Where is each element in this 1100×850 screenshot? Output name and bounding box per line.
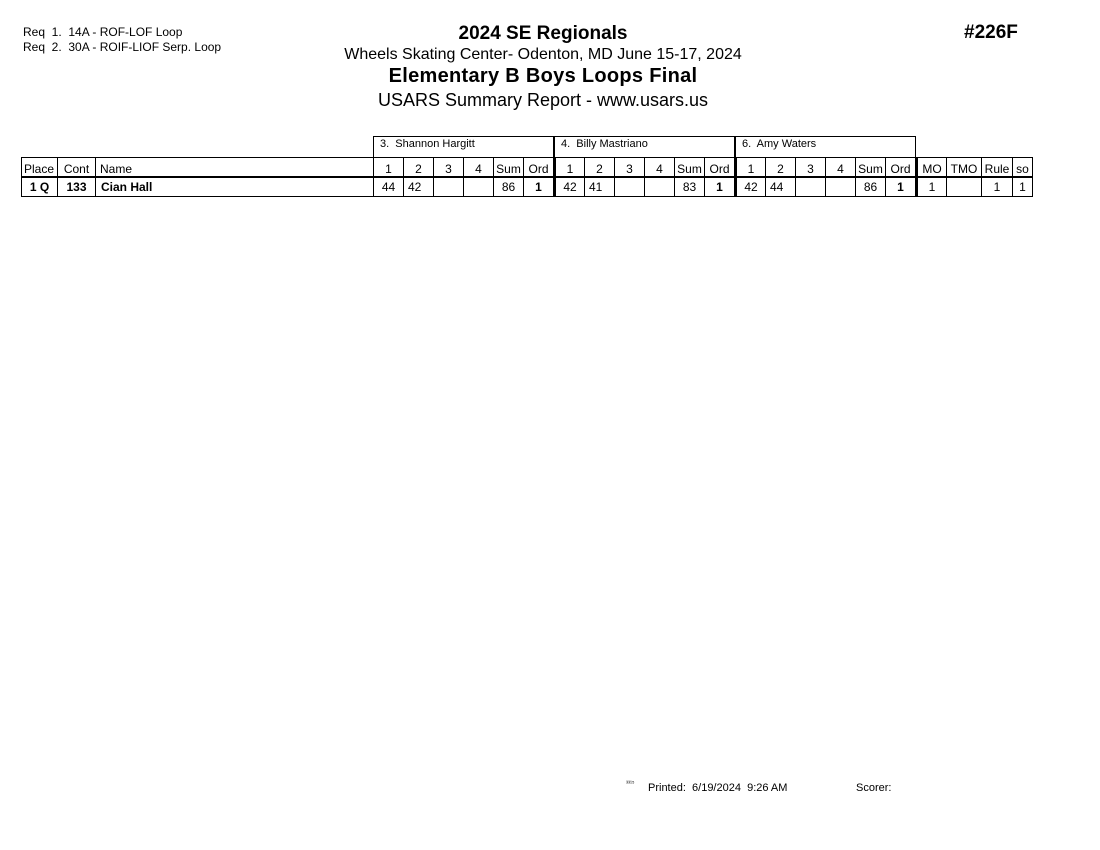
col-j2-score-4: 4 (645, 158, 675, 178)
contestant-number-cell: 133 (58, 177, 96, 197)
printed-timestamp: Printed: 6/19/2024 9:26 AM (648, 782, 788, 794)
j3-score-2: 44 (766, 177, 796, 197)
tmo-cell (947, 177, 982, 197)
header-row (22, 158, 1033, 178)
col-j1-sum: Sum (494, 158, 524, 178)
col-rule: Rule (982, 158, 1013, 178)
j2-score-2: 41 (585, 177, 615, 197)
report-subtitle: USARS Summary Report - www.usars.us (377, 90, 709, 110)
j2-sum: 83 (675, 177, 705, 197)
table-row (22, 177, 1033, 197)
col-j1-score-4: 4 (464, 158, 494, 178)
results-table (21, 157, 1033, 197)
col-j2-score-3: 3 (615, 158, 645, 178)
j3-sum: 86 (856, 177, 886, 197)
col-j1-score-1: 1 (374, 158, 404, 178)
col-place: Place (22, 158, 58, 178)
col-j3-ord: Ord (886, 158, 917, 178)
competition-title: 2024 SE Regionals (458, 23, 628, 44)
j1-ordinal: 1 (524, 177, 555, 197)
judge-header-2: 4. Billy Mastriano (554, 136, 735, 157)
j1-sum: 86 (494, 177, 524, 197)
col-mo: MO (917, 158, 947, 178)
j1-score-1: 44 (374, 177, 404, 197)
event-number: #226F (964, 22, 1018, 43)
requirement-1: Req 1. 14A - ROF-LOF Loop (23, 25, 183, 39)
col-j1-ord: Ord (524, 158, 555, 178)
col-j2-score-2: 2 (585, 158, 615, 178)
requirements-list (23, 25, 221, 55)
col-j2-ord: Ord (705, 158, 736, 178)
col-j3-sum: Sum (856, 158, 886, 178)
col-so: so (1013, 158, 1033, 178)
col-j3-score-3: 3 (796, 158, 826, 178)
j3-score-1: 42 (736, 177, 766, 197)
j1-score-4 (464, 177, 494, 197)
so-cell: 1 (1013, 177, 1033, 197)
col-j3-score-1: 1 (736, 158, 766, 178)
footer-page-code: ³³¹⁵ (626, 781, 635, 787)
place-cell: 1 Q (22, 177, 58, 197)
j1-score-2: 42 (404, 177, 434, 197)
j2-score-4 (645, 177, 675, 197)
col-j3-score-4: 4 (826, 158, 856, 178)
venue-line: Wheels Skating Center- Odenton, MD June 15-17, 2024 (344, 46, 742, 63)
col-j1-score-2: 2 (404, 158, 434, 178)
col-j2-sum: Sum (675, 158, 705, 178)
j3-score-3 (796, 177, 826, 197)
j1-score-3 (434, 177, 464, 197)
j3-ordinal: 1 (886, 177, 917, 197)
col-j1-score-3: 3 (434, 158, 464, 178)
j3-score-4 (826, 177, 856, 197)
rule-cell: 1 (982, 177, 1013, 197)
requirement-2: Req 2. 30A - ROIF-LIOF Serp. Loop (23, 40, 222, 54)
j2-ordinal: 1 (705, 177, 736, 197)
j2-score-3 (615, 177, 645, 197)
col-j3-score-2: 2 (766, 158, 796, 178)
col-tmo: TMO (947, 158, 982, 178)
report-header (293, 23, 793, 112)
judge-header-1: 3. Shannon Hargitt (373, 136, 554, 157)
col-j2-score-1: 1 (555, 158, 585, 178)
j2-score-1: 42 (555, 177, 585, 197)
scorer-label: Scorer: (856, 782, 892, 794)
judge-header-3: 6. Amy Waters (735, 136, 916, 157)
col-name: Name (96, 158, 374, 178)
col-cont: Cont (58, 158, 96, 178)
event-title: Elementary B Boys Loops Final (388, 65, 698, 87)
mo-cell: 1 (917, 177, 947, 197)
skater-name-cell: Cian Hall (96, 177, 374, 197)
